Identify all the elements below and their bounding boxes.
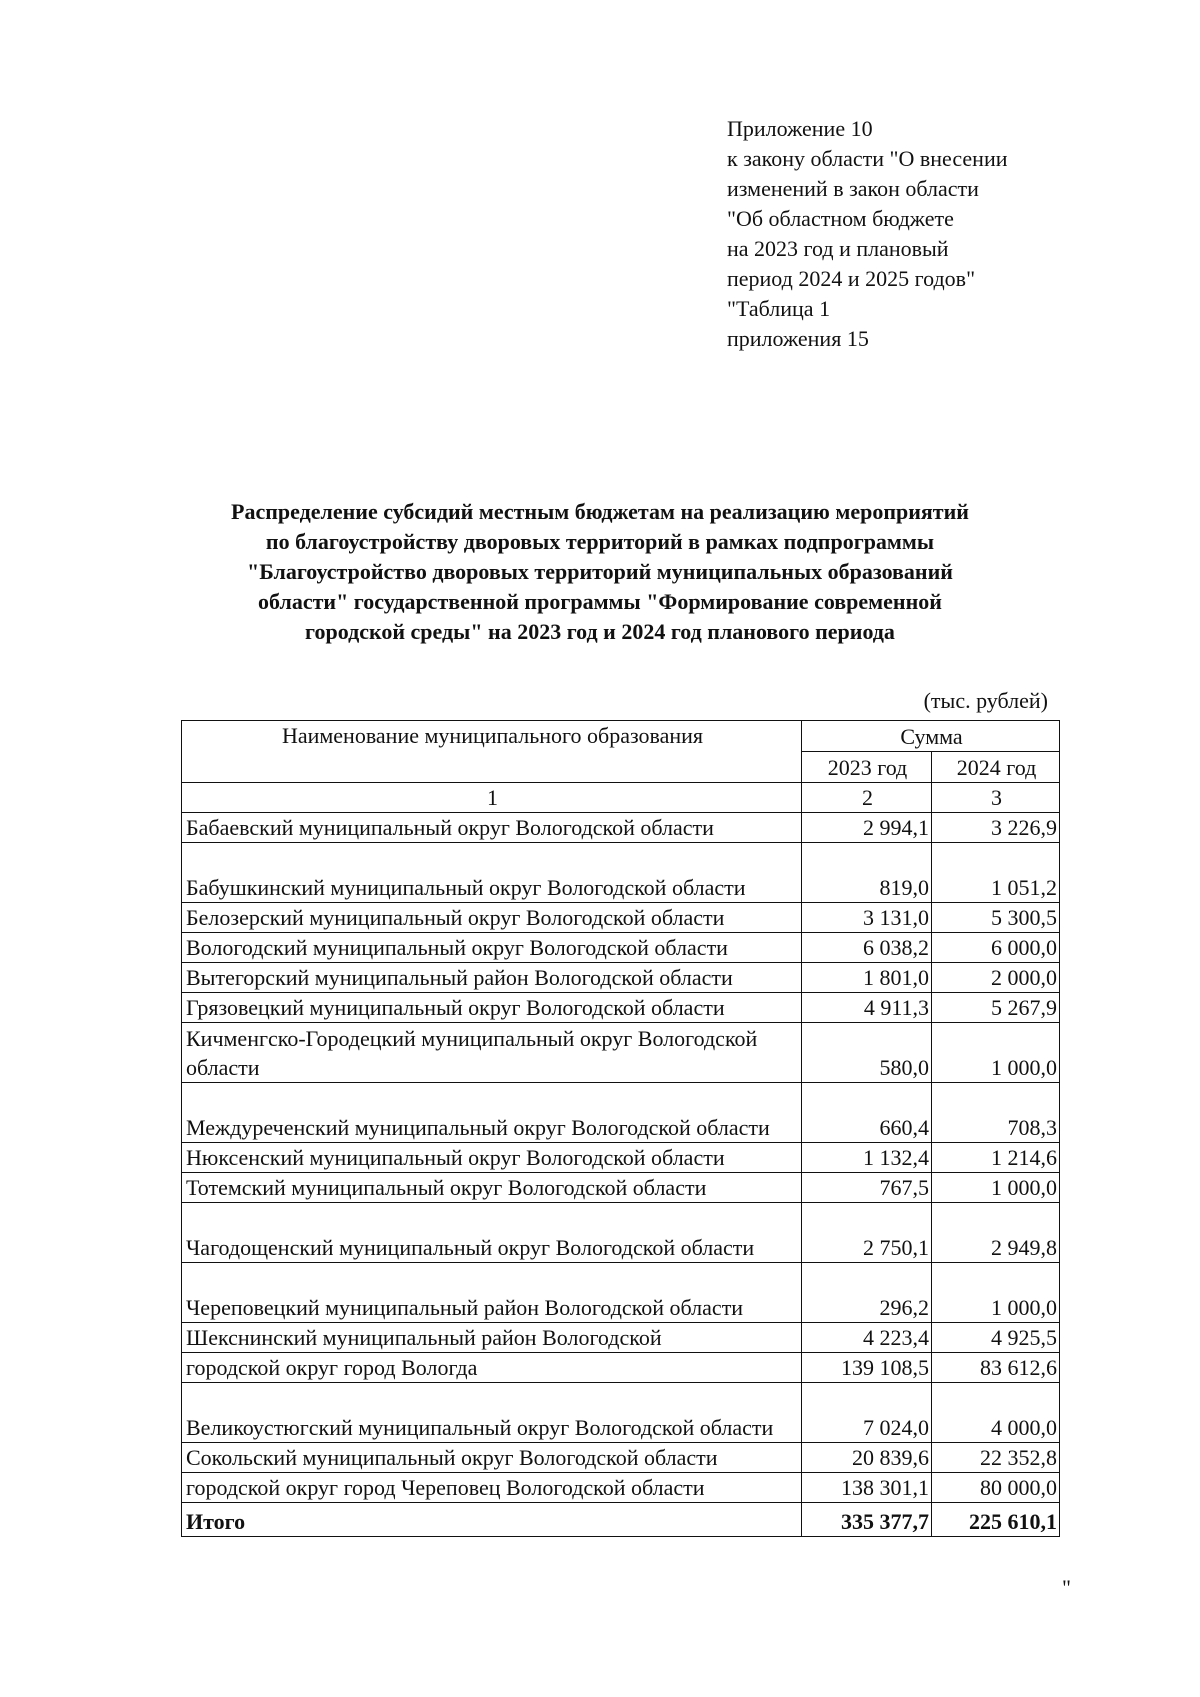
amount-2024: 80 000,0: [932, 1473, 1060, 1503]
header-year-2024: 2024 год: [932, 752, 1060, 783]
header-year-2023: 2023 год: [802, 752, 932, 783]
total-2024: 225 610,1: [932, 1503, 1060, 1537]
municipality-name: Шекснинский муниципальный район Вологодской: [182, 1323, 802, 1353]
amount-2024: 6 000,0: [932, 933, 1060, 963]
amount-2023: 20 839,6: [802, 1443, 932, 1473]
municipality-name: Кичменгско-Городецкий муниципальный округ Вологодской области: [182, 1023, 802, 1083]
amount-2024: 1 214,6: [932, 1143, 1060, 1173]
amount-2024: 2 000,0: [932, 963, 1060, 993]
municipality-name: Великоустюгский муниципальный округ Вологодской области: [182, 1383, 802, 1443]
municipality-name: Грязовецкий муниципальный округ Вологодской области: [182, 993, 802, 1023]
total-row: [182, 1503, 1060, 1537]
municipality-name: Бабаевский муниципальный округ Вологодской области: [182, 813, 802, 843]
amount-2023: 2 750,1: [802, 1203, 932, 1263]
units-label: (тыс. рублей): [923, 688, 1048, 713]
amount-2023: 3 131,0: [802, 903, 932, 933]
table-row: [182, 963, 1060, 993]
table-row: [182, 1473, 1060, 1503]
amount-2023: 819,0: [802, 843, 932, 903]
title-line: городской среды" на 2023 год и 2024 год планового периода: [305, 619, 895, 644]
amount-2023: 6 038,2: [802, 933, 932, 963]
municipality-name: городской округ город Вологда: [182, 1353, 802, 1383]
amount-2024: 3 226,9: [932, 813, 1060, 843]
municipality-name: Сокольский муниципальный округ Вологодской области: [182, 1443, 802, 1473]
table-row: [182, 1173, 1060, 1203]
municipality-name: Чагодощенский муниципальный округ Вологодской области: [182, 1203, 802, 1263]
column-number-3: 3: [932, 783, 1060, 813]
table-row: [182, 1263, 1060, 1323]
table-row: [182, 993, 1060, 1023]
annex-line: Приложение 10: [727, 116, 873, 141]
table-row: [182, 1083, 1060, 1143]
subsidy-table: [181, 720, 1060, 1537]
closing-quote: ": [1062, 1575, 1071, 1600]
header-sum: Сумма: [802, 721, 1060, 752]
municipality-name: Бабушкинский муниципальный округ Вологодской области: [182, 843, 802, 903]
amount-2023: 1 132,4: [802, 1143, 932, 1173]
amount-2024: 4 000,0: [932, 1383, 1060, 1443]
municipality-name: Белозерский муниципальный округ Вологодской области: [182, 903, 802, 933]
municipality-name: Междуреченский муниципальный округ Вологодской области: [182, 1083, 802, 1143]
title-line: по благоустройству дворовых территорий в рамках подпрограммы: [265, 529, 935, 554]
amount-2023: 296,2: [802, 1263, 932, 1323]
municipality-name: Нюксенский муниципальный округ Вологодской области: [182, 1143, 802, 1173]
table-row: [182, 1323, 1060, 1353]
amount-2023: 4 223,4: [802, 1323, 932, 1353]
amount-2023: 138 301,1: [802, 1473, 932, 1503]
header-name: Наименование муниципального образования: [182, 721, 802, 783]
amount-2024: 1 000,0: [932, 1173, 1060, 1203]
document-title: [170, 497, 1030, 647]
title-line: области" государственной программы "Формирование современной: [258, 589, 942, 614]
amount-2024: 5 267,9: [932, 993, 1060, 1023]
amount-2023: 767,5: [802, 1173, 932, 1203]
amount-2024: 4 925,5: [932, 1323, 1060, 1353]
annex-line: на 2023 год и плановый: [727, 236, 949, 261]
municipality-name: Вытегорский муниципальный район Вологодской области: [182, 963, 802, 993]
table-row: [182, 933, 1060, 963]
municipality-name: городской округ город Череповец Вологодской области: [182, 1473, 802, 1503]
title-line: "Благоустройство дворовых территорий муниципальных образований: [247, 559, 953, 584]
amount-2023: 2 994,1: [802, 813, 932, 843]
amount-2024: 708,3: [932, 1083, 1060, 1143]
municipality-name: Вологодский муниципальный округ Вологодской области: [182, 933, 802, 963]
annex-line: к закону области "О внесении: [727, 146, 1008, 171]
annex-line: период 2024 и 2025 годов": [727, 266, 976, 291]
table-row: [182, 1023, 1060, 1083]
annex-line: "Таблица 1: [727, 296, 831, 321]
annex-line: приложения 15: [727, 326, 869, 351]
amount-2024: 83 612,6: [932, 1353, 1060, 1383]
table-row: [182, 813, 1060, 843]
table-row: [182, 1353, 1060, 1383]
table-row: [182, 903, 1060, 933]
amount-2024: 5 300,5: [932, 903, 1060, 933]
table-row: [182, 843, 1060, 903]
title-line: Распределение субсидий местным бюджетам на реализацию мероприятий: [231, 499, 969, 524]
total-2023: 335 377,7: [802, 1503, 932, 1537]
amount-2024: 2 949,8: [932, 1203, 1060, 1263]
table-row: [182, 1143, 1060, 1173]
column-number-1: 1: [182, 783, 802, 813]
amount-2024: 1 000,0: [932, 1263, 1060, 1323]
table-row: [182, 1203, 1060, 1263]
total-label: Итого: [182, 1503, 802, 1537]
annex-reference: [727, 114, 1008, 354]
annex-line: "Об областном бюджете: [727, 206, 954, 231]
table-row: [182, 1443, 1060, 1473]
amount-2023: 660,4: [802, 1083, 932, 1143]
amount-2023: 580,0: [802, 1023, 932, 1083]
amount-2023: 4 911,3: [802, 993, 932, 1023]
annex-line: изменений в закон области: [727, 176, 979, 201]
amount-2024: 22 352,8: [932, 1443, 1060, 1473]
amount-2023: 7 024,0: [802, 1383, 932, 1443]
amount-2023: 1 801,0: [802, 963, 932, 993]
municipality-name: Тотемский муниципальный округ Вологодской области: [182, 1173, 802, 1203]
amount-2023: 139 108,5: [802, 1353, 932, 1383]
column-number-2: 2: [802, 783, 932, 813]
amount-2024: 1 051,2: [932, 843, 1060, 903]
table-row: [182, 1383, 1060, 1443]
municipality-name: Череповецкий муниципальный район Вологодской области: [182, 1263, 802, 1323]
amount-2024: 1 000,0: [932, 1023, 1060, 1083]
